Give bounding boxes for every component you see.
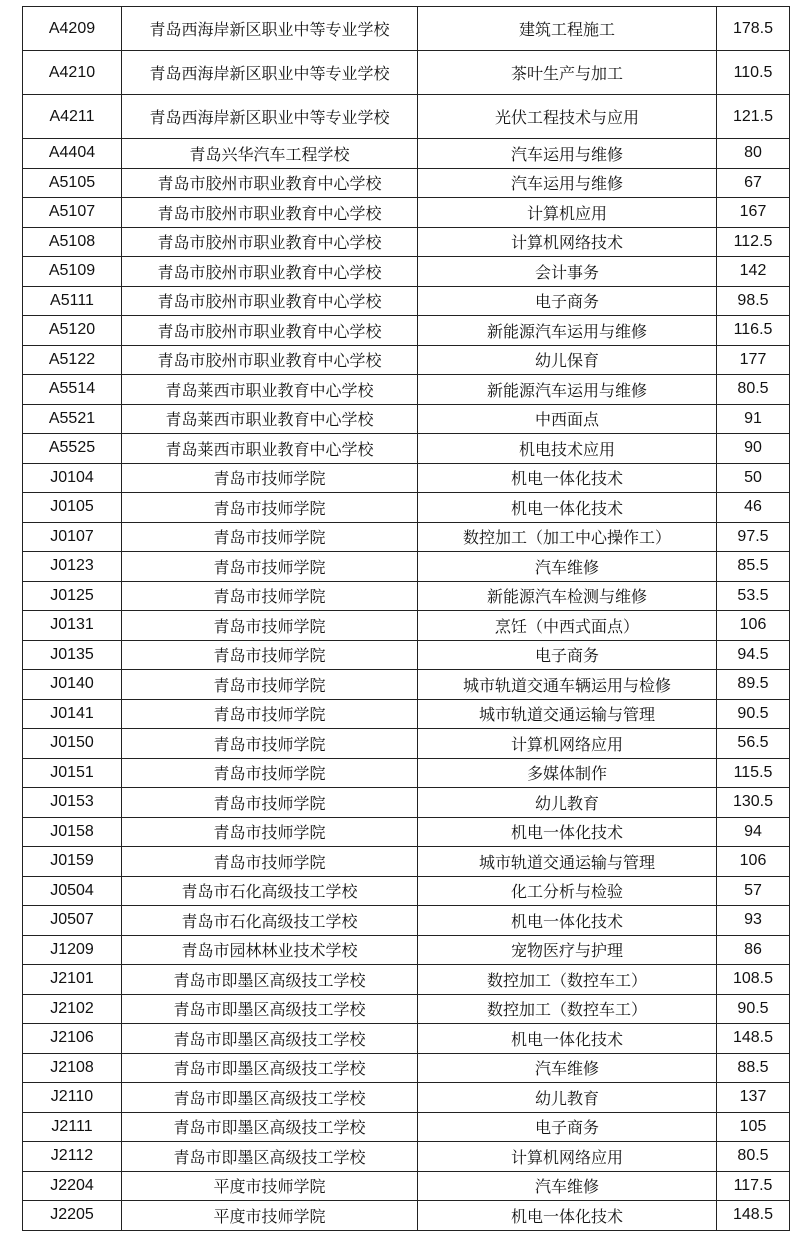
cell-major: 新能源汽车运用与维修 [418,375,717,405]
table-row [23,95,790,139]
cell-code: A4210 [23,51,122,95]
cell-code: J0158 [23,817,122,847]
cell-major: 汽车维修 [418,552,717,582]
table-row [23,1201,790,1231]
cell-major: 多媒体制作 [418,758,717,788]
cell-score: 53.5 [717,581,790,611]
cell-school: 青岛市即墨区高级技工学校 [122,965,418,995]
cell-code: J0153 [23,788,122,818]
cell-score: 116.5 [717,316,790,346]
table-row [23,552,790,582]
cell-score: 94.5 [717,640,790,670]
cell-code: J0141 [23,699,122,729]
cell-score: 85.5 [717,552,790,582]
cell-major: 烹饪（中西式面点） [418,611,717,641]
table-row [23,876,790,906]
cell-score: 106 [717,847,790,877]
cell-school: 青岛市即墨区高级技工学校 [122,1112,418,1142]
cell-code: J2111 [23,1112,122,1142]
table-row [23,168,790,198]
cell-score: 91 [717,404,790,434]
table-row [23,817,790,847]
table-row [23,847,790,877]
table-row [23,139,790,169]
cell-major: 机电一体化技术 [418,493,717,523]
cell-school: 青岛市技师学院 [122,463,418,493]
cell-school: 青岛市石化高级技工学校 [122,876,418,906]
cell-major: 数控加工（加工中心操作工） [418,522,717,552]
cell-school: 青岛莱西市职业教育中心学校 [122,434,418,464]
table-row [23,493,790,523]
table-row [23,463,790,493]
cell-score: 90 [717,434,790,464]
cell-score: 86 [717,935,790,965]
table-row [23,670,790,700]
cell-code: J0151 [23,758,122,788]
cell-school: 青岛市技师学院 [122,670,418,700]
cell-major: 电子商务 [418,286,717,316]
cell-school: 青岛市即墨区高级技工学校 [122,994,418,1024]
cell-major: 光伏工程技术与应用 [418,95,717,139]
cell-major: 计算机网络应用 [418,729,717,759]
cell-score: 148.5 [717,1201,790,1231]
cell-school: 青岛市即墨区高级技工学校 [122,1142,418,1172]
cell-code: J0135 [23,640,122,670]
cell-score: 137 [717,1083,790,1113]
cell-score: 94 [717,817,790,847]
cell-major: 计算机应用 [418,198,717,228]
cell-code: A5521 [23,404,122,434]
cell-school: 青岛市技师学院 [122,847,418,877]
cell-school: 平度市技师学院 [122,1171,418,1201]
cell-score: 97.5 [717,522,790,552]
cell-score: 108.5 [717,965,790,995]
table-row [23,1053,790,1083]
table-row [23,994,790,1024]
cell-score: 80.5 [717,1142,790,1172]
cell-school: 青岛市技师学院 [122,788,418,818]
cell-major: 茶叶生产与加工 [418,51,717,95]
cell-major: 机电一体化技术 [418,1201,717,1231]
cell-score: 88.5 [717,1053,790,1083]
cell-major: 城市轨道交通车辆运用与检修 [418,670,717,700]
cell-code: J0104 [23,463,122,493]
cell-major: 机电一体化技术 [418,1024,717,1054]
cell-major: 汽车运用与维修 [418,139,717,169]
cell-school: 青岛市胶州市职业教育中心学校 [122,198,418,228]
cell-school: 平度市技师学院 [122,1201,418,1231]
cell-code: J0131 [23,611,122,641]
cell-code: J0107 [23,522,122,552]
table-row [23,906,790,936]
table-row [23,788,790,818]
cell-school: 青岛市园林林业技术学校 [122,935,418,965]
cell-school: 青岛西海岸新区职业中等专业学校 [122,51,418,95]
cell-code: J1209 [23,935,122,965]
table-row [23,965,790,995]
cell-code: A4209 [23,7,122,51]
cell-code: J2101 [23,965,122,995]
cell-code: J0123 [23,552,122,582]
cell-score: 80 [717,139,790,169]
table-row [23,1112,790,1142]
cell-school: 青岛西海岸新区职业中等专业学校 [122,95,418,139]
cell-school: 青岛市技师学院 [122,611,418,641]
cell-code: J2102 [23,994,122,1024]
cell-major: 幼儿教育 [418,1083,717,1113]
cell-school: 青岛市技师学院 [122,817,418,847]
table-row [23,7,790,51]
cell-code: J2112 [23,1142,122,1172]
table-row [23,1024,790,1054]
cell-major: 数控加工（数控车工） [418,965,717,995]
cell-major: 机电一体化技术 [418,906,717,936]
cell-code: J2110 [23,1083,122,1113]
table-row [23,1083,790,1113]
cell-code: J2106 [23,1024,122,1054]
table-row [23,375,790,405]
table-row [23,729,790,759]
cell-score: 50 [717,463,790,493]
table-row [23,935,790,965]
cell-school: 青岛市即墨区高级技工学校 [122,1053,418,1083]
table-body [23,7,790,1231]
cell-code: A5120 [23,316,122,346]
table-row [23,1171,790,1201]
cell-major: 电子商务 [418,640,717,670]
cell-major: 数控加工（数控车工） [418,994,717,1024]
cell-score: 93 [717,906,790,936]
cell-score: 121.5 [717,95,790,139]
cell-code: A5525 [23,434,122,464]
cell-code: A5108 [23,227,122,257]
cell-code: A4211 [23,95,122,139]
cell-score: 167 [717,198,790,228]
cell-code: J0504 [23,876,122,906]
cell-score: 56.5 [717,729,790,759]
cell-code: J2108 [23,1053,122,1083]
admission-score-table [22,6,790,1231]
cell-school: 青岛市胶州市职业教育中心学校 [122,227,418,257]
cell-major: 机电一体化技术 [418,817,717,847]
cell-major: 幼儿教育 [418,788,717,818]
cell-code: A5111 [23,286,122,316]
cell-major: 会计事务 [418,257,717,287]
cell-score: 67 [717,168,790,198]
cell-score: 90.5 [717,699,790,729]
cell-score: 142 [717,257,790,287]
cell-code: J2205 [23,1201,122,1231]
cell-school: 青岛市技师学院 [122,758,418,788]
cell-school: 青岛市石化高级技工学校 [122,906,418,936]
cell-school: 青岛市技师学院 [122,552,418,582]
cell-school: 青岛市胶州市职业教育中心学校 [122,316,418,346]
cell-major: 电子商务 [418,1112,717,1142]
table-row [23,227,790,257]
cell-major: 宠物医疗与护理 [418,935,717,965]
cell-school: 青岛兴华汽车工程学校 [122,139,418,169]
cell-score: 117.5 [717,1171,790,1201]
cell-code: J0507 [23,906,122,936]
cell-score: 112.5 [717,227,790,257]
table-row [23,404,790,434]
cell-school: 青岛市技师学院 [122,581,418,611]
cell-school: 青岛市即墨区高级技工学校 [122,1083,418,1113]
table-row [23,699,790,729]
cell-major: 城市轨道交通运输与管理 [418,699,717,729]
cell-score: 89.5 [717,670,790,700]
table-row [23,434,790,464]
cell-score: 148.5 [717,1024,790,1054]
cell-score: 106 [717,611,790,641]
cell-score: 80.5 [717,375,790,405]
cell-score: 90.5 [717,994,790,1024]
cell-score: 130.5 [717,788,790,818]
cell-school: 青岛市胶州市职业教育中心学校 [122,345,418,375]
table-row [23,198,790,228]
cell-major: 机电技术应用 [418,434,717,464]
cell-major: 新能源汽车检测与维修 [418,581,717,611]
table-row [23,640,790,670]
cell-school: 青岛市即墨区高级技工学校 [122,1024,418,1054]
cell-score: 57 [717,876,790,906]
cell-score: 115.5 [717,758,790,788]
cell-score: 178.5 [717,7,790,51]
cell-major: 汽车运用与维修 [418,168,717,198]
cell-code: J2204 [23,1171,122,1201]
cell-school: 青岛莱西市职业教育中心学校 [122,375,418,405]
cell-major: 幼儿保育 [418,345,717,375]
cell-major: 建筑工程施工 [418,7,717,51]
table-row [23,522,790,552]
cell-school: 青岛市胶州市职业教育中心学校 [122,168,418,198]
cell-school: 青岛市胶州市职业教育中心学校 [122,257,418,287]
cell-code: A5107 [23,198,122,228]
cell-score: 46 [717,493,790,523]
table-row [23,758,790,788]
table-row [23,611,790,641]
cell-major: 汽车维修 [418,1053,717,1083]
cell-major: 机电一体化技术 [418,463,717,493]
cell-school: 青岛西海岸新区职业中等专业学校 [122,7,418,51]
cell-code: J0150 [23,729,122,759]
cell-major: 汽车维修 [418,1171,717,1201]
table-row [23,345,790,375]
cell-code: J0105 [23,493,122,523]
cell-school: 青岛市技师学院 [122,699,418,729]
cell-score: 98.5 [717,286,790,316]
cell-major: 计算机网络应用 [418,1142,717,1172]
cell-major: 计算机网络技术 [418,227,717,257]
cell-code: A5105 [23,168,122,198]
cell-code: J0125 [23,581,122,611]
cell-code: A5122 [23,345,122,375]
cell-school: 青岛市技师学院 [122,729,418,759]
cell-major: 城市轨道交通运输与管理 [418,847,717,877]
cell-code: A4404 [23,139,122,169]
table-row [23,316,790,346]
cell-major: 中西面点 [418,404,717,434]
cell-school: 青岛莱西市职业教育中心学校 [122,404,418,434]
cell-major: 新能源汽车运用与维修 [418,316,717,346]
cell-school: 青岛市技师学院 [122,522,418,552]
table-row [23,51,790,95]
cell-score: 177 [717,345,790,375]
cell-score: 110.5 [717,51,790,95]
cell-score: 105 [717,1112,790,1142]
cell-school: 青岛市胶州市职业教育中心学校 [122,286,418,316]
cell-code: A5109 [23,257,122,287]
table-row [23,1142,790,1172]
cell-school: 青岛市技师学院 [122,640,418,670]
cell-code: A5514 [23,375,122,405]
table-row [23,257,790,287]
table-row [23,286,790,316]
table-row [23,581,790,611]
cell-school: 青岛市技师学院 [122,493,418,523]
cell-code: J0159 [23,847,122,877]
cell-code: J0140 [23,670,122,700]
cell-major: 化工分析与检验 [418,876,717,906]
